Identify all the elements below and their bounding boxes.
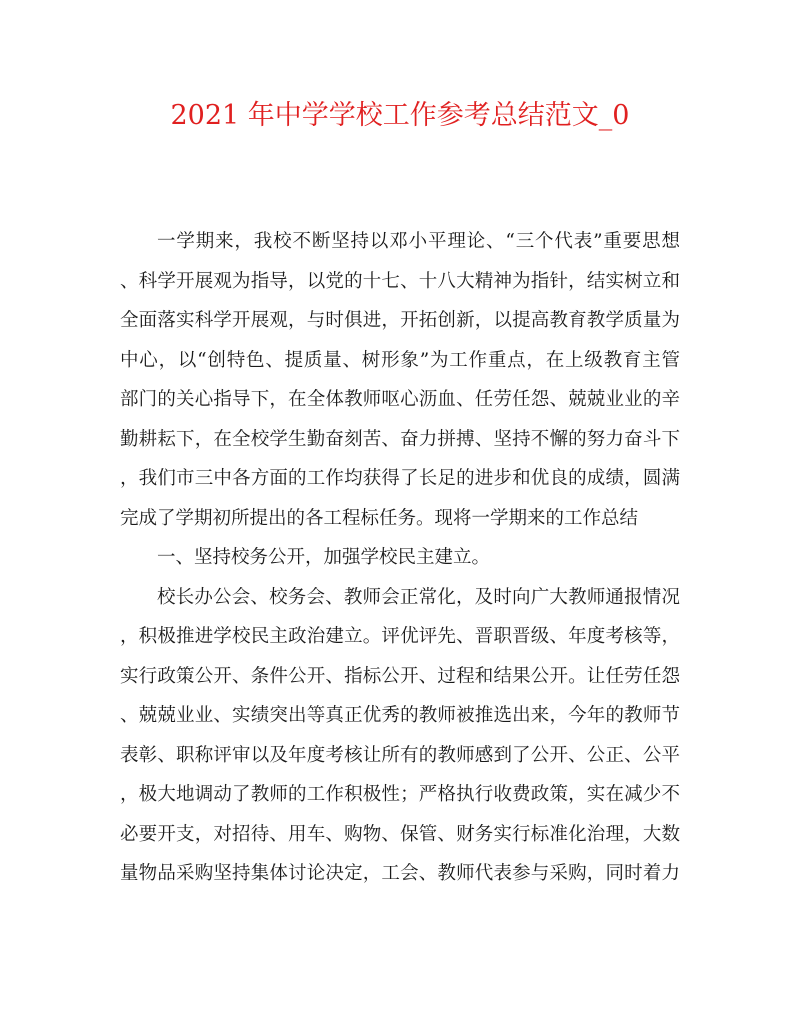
paragraph-line: 完成了学期初所提出的各工程标任务。现将一学期来的工作总结 xyxy=(120,507,639,529)
paragraph-line: 全面落实科学开展观，与时俱进，开拓创新，以提高教育教学质量为 xyxy=(120,310,680,331)
paragraph-line: 必要开支，对招待、用车、购物、保管、财务实行标准化治理，大数 xyxy=(120,823,680,845)
document-title: 2021 年中学学校工作参考总结范文_0 xyxy=(170,100,630,131)
paragraph-line: ，我们市三中各方面的工作均获得了长足的进步和优良的成绩，圆满 xyxy=(120,468,680,489)
paragraph-line: 表彰、职称评审以及年度考核让所有的教师感到了公开、公正、公平 xyxy=(120,744,680,766)
paragraph-line: 、兢兢业业、实绩突出等真正优秀的教师被推选出来，今年的教师节 xyxy=(120,705,680,726)
paragraph-line: 勤耕耘下，在全校学生勤奋刻苦、奋力拼搏、坚持不懈的努力奋斗下 xyxy=(120,428,680,450)
paragraph-line: 部门的关心指导下，在全体教师呕心沥血、任劳任怨、兢兢业业的辛 xyxy=(120,389,680,410)
document-body xyxy=(120,222,680,894)
paragraph-line: 一学期来，我校不断坚持以邓小平理论、“三个代表”重要思想 xyxy=(157,231,680,252)
paragraph-line: 、科学开展观为指导，以党的十七、十八大精神为指针，结实树立和 xyxy=(120,270,680,292)
paragraph-line: 量物品采购坚持集体讨论决定，工会、教师代表参与采购，同时着力 xyxy=(120,863,680,884)
paragraph-line: ，积极推进学校民主政治建立。评优评先、晋职晋级、年度考核等， xyxy=(120,626,680,647)
paragraph-line: 中心，以“创特色、提质量、树形象”为工作重点，在上级教育主管 xyxy=(120,349,680,371)
section-heading: 一、坚持校务公开，加强学校民主建立。 xyxy=(157,547,491,568)
paragraph-line: 校长办公会、校务会、教师会正常化，及时向广大教师通报情况 xyxy=(157,586,680,608)
paragraph-line: ，极大地调动了教师的工作积极性；严格执行收费政策，实在减少不 xyxy=(120,784,680,805)
paragraph-line: 实行政策公开、条件公开、指标公开、过程和结果公开。让任劳任怨 xyxy=(120,665,680,687)
